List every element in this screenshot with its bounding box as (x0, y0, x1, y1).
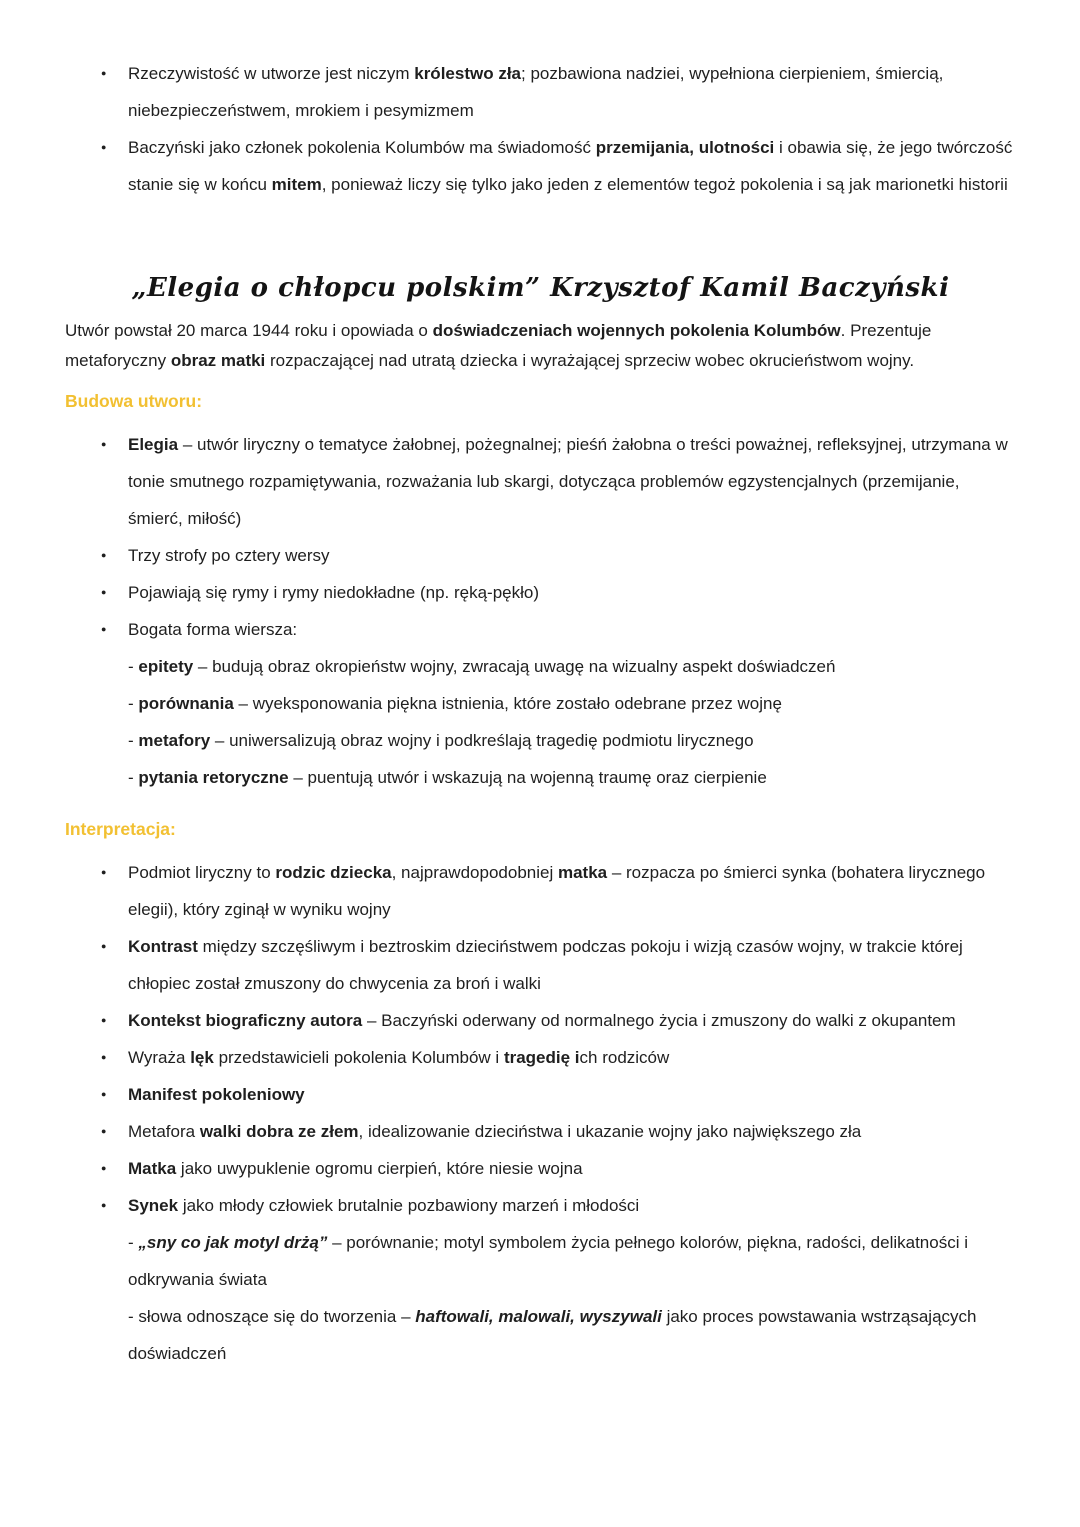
text-segment: między szczęśliwym i beztroskim dzieciństwem podczas pokoju i wizją czasów wojny, w trakcie której chłopiec został zmuszony do chwycenia za broń i walki (128, 937, 963, 993)
bullet-marker-icon: ● (101, 1126, 107, 1136)
bullet-text (128, 1002, 1016, 1039)
text-segment: jako proces powstawania wstrząsających doświadczeń (128, 1307, 977, 1363)
text-segment: , ponieważ liczy się tylko jako jeden z elementów tegoż pokolenia i są jak marionetki historii (321, 175, 1008, 194)
bullet-text (128, 426, 1016, 537)
top-bullet-list (65, 55, 1016, 203)
text-segment: Pojawiają się rymy i rymy niedokładne (np. ręką-pękło) (128, 583, 539, 602)
text-segment: „sny co jak motyl drżą” (138, 1233, 328, 1252)
bullet-marker-icon: ● (101, 1052, 107, 1062)
text-segment: tragedię i (503, 1048, 580, 1067)
text-segment: jako młody człowiek brutalnie pozbawiony marzeń i młodości (178, 1196, 640, 1215)
text-segment: Baczyński jako członek pokolenia Kolumbów ma świadomość (128, 138, 596, 157)
text-segment: - (128, 768, 139, 787)
text-segment: matka (557, 863, 608, 882)
bullet-text (128, 1113, 1016, 1150)
bullet-item (65, 1002, 1016, 1039)
text-segment: – puentują utwór i wskazują na wojenną traumę oraz cierpienie (288, 768, 767, 787)
text-segment: , idealizowanie dzieciństwa i ukazanie wojny jako największego zła (358, 1122, 862, 1141)
text-segment: porównania (138, 694, 234, 713)
text-segment: – utwór liryczny o tematyce żałobnej, pożegnalnej; pieśń żałobna o treści poważnej, refleksyjnej, utrzymana w tonie smutnego rozpamiętywania, rozważania lub skargi, dotycząca problemów egzystencjalnych (przemijanie, śmierć, miłość) (128, 435, 1008, 528)
section-heading-budowa: Budowa utworu: (65, 391, 203, 411)
bullet-marker-icon: ● (101, 439, 107, 449)
text-segment: Kontekst biograficzny autora (128, 1011, 363, 1030)
text-segment: – uniwersalizują obraz wojny i podkreślają tragedię podmiotu lirycznego (210, 731, 754, 750)
text-segment: królestwo zła (414, 64, 521, 83)
text-segment: Synek (128, 1196, 179, 1215)
text-segment: rodzic dziecka (275, 863, 392, 882)
sub-item (128, 759, 1016, 796)
bullet-marker-icon: ● (101, 1015, 107, 1025)
text-segment: mitem (271, 175, 322, 194)
bullet-item (65, 129, 1016, 203)
bullet-item (65, 1150, 1016, 1187)
text-segment: pytania retoryczne (138, 768, 289, 787)
bullet-marker-icon: ● (101, 142, 107, 152)
bullet-text (128, 1076, 1016, 1113)
section-interpretacja (65, 817, 1016, 1372)
text-segment: epitety (138, 657, 194, 676)
text-segment: Elegia (128, 435, 179, 454)
section-budowa-utworu (65, 389, 1016, 796)
text-segment: Utwór powstał 20 marca 1944 roku i opowiada o (65, 321, 433, 340)
text-segment: – porównanie; motyl symbolem życia pełnego kolorów, piękna, radości, delikatności i odkrywania świata (128, 1233, 968, 1289)
bullet-text (128, 611, 1016, 648)
text-segment: Manifest pokoleniowy (128, 1085, 305, 1104)
text-segment: ch rodziców (579, 1048, 670, 1067)
text-segment: Rzeczywistość w utworze jest niczym (128, 64, 415, 83)
section-heading-interpretacja: Interpretacja: (65, 819, 176, 839)
bullet-marker-icon: ● (101, 867, 107, 877)
bullet-marker-icon: ● (101, 587, 107, 597)
text-segment: przedstawicieli pokolenia Kolumbów i (213, 1048, 504, 1067)
sub-item (128, 648, 1016, 685)
bullet-item (65, 1039, 1016, 1076)
text-segment: Podmiot liryczny to (128, 863, 276, 882)
text-segment: – rozpacza po śmierci synka (bohatera lirycznego elegii), który zginął w wyniku wojny (128, 863, 986, 919)
text-segment: - (128, 694, 139, 713)
bullet-text (128, 55, 1016, 129)
bullet-text (128, 1187, 1016, 1224)
text-segment: Kontrast (128, 937, 198, 956)
text-segment: przemijania, ulotności (595, 138, 775, 157)
bullet-item (65, 928, 1016, 1002)
text-segment: Wyraża (128, 1048, 191, 1067)
text-segment: - (128, 731, 139, 750)
text-segment: – wyeksponowania piękna istnienia, które zostało odebrane przez wojnę (233, 694, 782, 713)
bullet-marker-icon: ● (101, 550, 107, 560)
bullet-text (128, 928, 1016, 1002)
bullet-item (65, 574, 1016, 611)
sub-item (128, 685, 1016, 722)
bullet-item (65, 854, 1016, 928)
bullet-item (65, 426, 1016, 537)
bullet-item (65, 537, 1016, 574)
text-segment: ; pozbawiona nadziei, wypełniona cierpieniem, śmiercią, niebezpieczeństwem, mrokiem i pesymizmem (128, 64, 944, 120)
text-segment: - (128, 657, 139, 676)
bullet-text (128, 129, 1016, 203)
text-segment: walki dobra ze złem (199, 1122, 359, 1141)
bullet-text (128, 854, 1016, 928)
bullet-text (128, 537, 1016, 574)
bullet-item (65, 1076, 1016, 1113)
bullet-item (65, 1187, 1016, 1224)
bullet-text (128, 574, 1016, 611)
text-segment: haftowali, malowali, wyszywali (415, 1307, 662, 1326)
bullet-text (128, 1150, 1016, 1187)
text-segment: Trzy strofy po cztery wersy (128, 546, 330, 565)
budowa-bullet-list (65, 426, 1016, 796)
text-segment: jako uwypuklenie ogromu cierpień, które niesie wojna (176, 1159, 583, 1178)
bullet-marker-icon: ● (101, 624, 107, 634)
bullet-text (128, 1039, 1016, 1076)
text-segment: , najprawdopodobniej (391, 863, 558, 882)
text-segment: Bogata forma wiersza: (128, 620, 298, 639)
sub-item (128, 1224, 1016, 1298)
sub-item (128, 1298, 1016, 1372)
bullet-item (65, 611, 1016, 648)
text-segment: lęk (190, 1048, 214, 1067)
bullet-marker-icon: ● (101, 68, 107, 78)
bullet-item (65, 1113, 1016, 1150)
text-segment: obraz matki (170, 351, 266, 370)
text-segment: Metafora (128, 1122, 200, 1141)
intro-paragraph (65, 316, 985, 376)
text-segment: – budują obraz okropieństw wojny, zwracają uwagę na wizualny aspekt doświadczeń (193, 657, 836, 676)
document-title: „Elegia o chłopcu polskim” Krzysztof Kamil Baczyński (131, 273, 950, 303)
text-segment: . Prezentuje metaforyczny (65, 321, 932, 370)
text-segment: Matka (128, 1159, 177, 1178)
text-segment: – Baczyński oderwany od normalnego życia i zmuszony do walki z okupantem (362, 1011, 956, 1030)
interpretacja-bullet-list (65, 854, 1016, 1372)
sub-item (128, 722, 1016, 759)
text-segment: - słowa odnoszące się do tworzenia – (128, 1307, 416, 1326)
text-segment: - (128, 1233, 139, 1252)
bullet-marker-icon: ● (101, 1163, 107, 1173)
bullet-item (65, 55, 1016, 129)
text-segment: rozpaczającej nad utratą dziecka i wyrażającej sprzeciw wobec okrucieństwom wojny. (265, 351, 915, 370)
bullet-marker-icon: ● (101, 1089, 107, 1099)
text-segment: i obawia się, że jego twórczość stanie się w końcu (128, 138, 1013, 194)
text-segment: metafory (138, 731, 211, 750)
text-segment: doświadczeniach wojennych pokolenia Kolumbów (432, 321, 841, 340)
bullet-marker-icon: ● (101, 941, 107, 951)
bullet-marker-icon: ● (101, 1200, 107, 1210)
